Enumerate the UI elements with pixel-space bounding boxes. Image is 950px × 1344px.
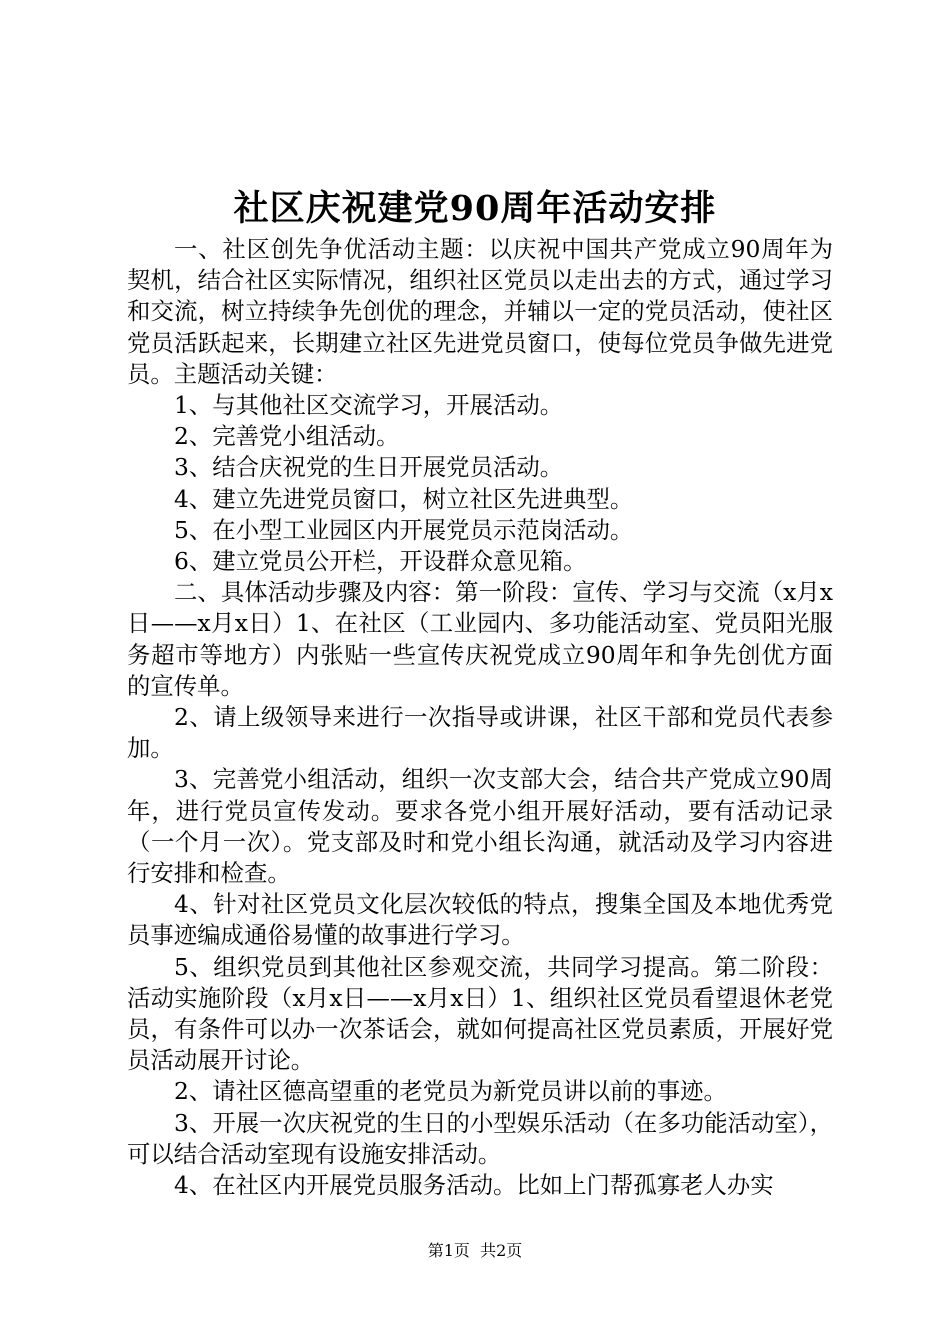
- paragraph: 5、在小型工业园区内开展党员示范岗活动。: [174, 515, 634, 544]
- paragraph: 4、针对社区党员文化层次较低的特点，搜集全国及本地优秀党员事迹编成通俗易懂的故事进行学习。: [127, 890, 833, 950]
- document-body: [127, 234, 833, 1201]
- paragraph: 4、建立先进党员窗口，树立社区先进典型。: [174, 484, 634, 513]
- paragraph: 1、与其他社区交流学习，开展活动。: [174, 391, 564, 420]
- paragraph: 2、请社区德高望重的老党员为新党员讲以前的事迹。: [174, 1077, 727, 1106]
- paragraph: 2、完善党小组活动。: [174, 422, 400, 451]
- document-title: 社区庆祝建党90周年活动安排: [233, 188, 717, 229]
- paragraph: 3、结合庆祝党的生日开展党员活动。: [174, 453, 564, 482]
- paragraph: 二、具体活动步骤及内容：第一阶段：宣传、学习与交流（x月x日——x月x日）1、在社区（工业园内、多功能活动室、党员阳光服务超市等地方）内张贴一些宣传庆祝党成立90周年和争先创优方面的宣传单。: [127, 578, 833, 700]
- paragraph: 3、开展一次庆祝党的生日的小型娱乐活动（在多功能活动室），可以结合活动室现有设施安排活动。: [127, 1108, 833, 1168]
- paragraph: 5、组织党员到其他社区参观交流，共同学习提高。第二阶段：活动实施阶段（x月x日——x月x日）1、组织社区党员看望退休老党员，有条件可以办一次茶话会，就如何提高社区党员素质，开展好党员活动展开讨论。: [127, 952, 833, 1075]
- page-footer: 第1页 共2页: [427, 1241, 523, 1260]
- paragraph: 3、完善党小组活动，组织一次支部大会，结合共产党成立90周年，进行党员宣传发动。要求各党小组开展好活动，要有活动记录（一个月一次）。党支部及时和党小组长沟通，就活动及学习内容进行安排和检查。: [127, 765, 833, 888]
- paragraph: 6、建立党员公开栏，开设群众意见箱。: [174, 547, 587, 576]
- paragraph: 2、请上级领导来进行一次指导或讲课，社区干部和党员代表参加。: [127, 703, 833, 763]
- paragraph: 4、在社区内开展党员服务活动。比如上门帮孤寡老人办实: [174, 1171, 774, 1200]
- paragraph: 一、社区创先争优活动主题：以庆祝中国共产党成立90周年为契机，结合社区实际情况，组织社区党员以走出去的方式，通过学习和交流，树立持续争先创优的理念，并辅以一定的党员活动，使社区党员活跃起来，长期建立社区先进党员窗口，使每位党员争做先进党员。主题活动关键：: [127, 235, 833, 388]
